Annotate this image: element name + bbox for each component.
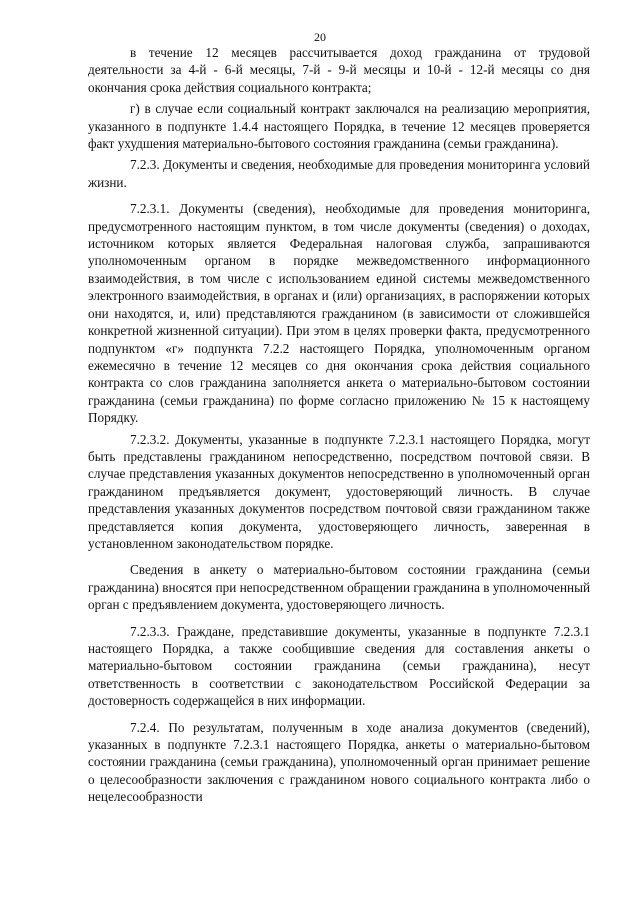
paragraph-7-2-3-3: 7.2.3.3. Граждане, представившие документы, указанные в подпункте 7.2.3.1 настоящего Порядка, а также сообщившие сведения для составления анкеты о материально-бытовом состоянии гражданина (семьи гражданина), несут ответственность в соответствии с законодательством Российской Федерации за достоверность содержащейся в них информации.	[88, 623, 590, 709]
paragraph-income-calculation: в течение 12 месяцев рассчитывается доход гражданина от трудовой деятельности за 4-й - 6-й месяцы, 7-й - 9-й месяцы и 10-й - 12-й месяцы со дня окончания срока действия социального контракта;	[88, 45, 590, 95]
paragraph-questionnaire-info: Сведения в анкету о материально-бытовом состоянии гражданина (семьи гражданина) вносятся при непосредственном обращении гражданина в уполномоченный орган с предъявлением документа, удостоверяющего личность.	[88, 562, 590, 613]
paragraph-7-2-3-1: 7.2.3.1. Документы (сведения), необходимые для проведения мониторинга, предусмотренного настоящим пунктом, в том числе документы (сведения) о доходах, источником которых является Федеральная налоговая служба, запрашиваются уполномоченным органом в порядке межведомственного информационного взаимодействия, в том числе с использованием единой системы межведомственного электронного взаимодействия, в органах и (или) организациях, в распоряжении которых они находятся, и, или) представляются гражданином (в зависимости от сложившейся конкретной жизненной ситуации). При этом в целях проверки факта, предусмотренного подпунктом «г» подпункта 7.2.2 настоящего Порядка, уполномоченным органом ежемесячно в течение 12 месяцев со дня окончания срока действия социального контракта со слов гражданина заполняется анкета о материально-бытовом состоянии гражданина (семьи гражданина) по форме согласно приложению № 15 к настоящему Порядку.	[88, 201, 590, 426]
paragraph-7-2-4: 7.2.4. По результатам, полученным в ходе анализа документов (сведений), указанных в подпункте 7.2.3.1 настоящего Порядка, анкеты о материально-бытовом состоянии гражданина (семьи гражданина), уполномоченный орган принимает решение о целесообразности заключения с гражданином нового социального контракта либо о нецелесообразности	[88, 719, 590, 805]
page-number: 20	[314, 30, 326, 44]
paragraph-7-2-3-2: 7.2.3.2. Документы, указанные в подпункте 7.2.3.1 настоящего Порядка, могут быть представлены гражданином непосредственно, посредством почтовой связи. В случае представления указанных документов непосредственно в уполномоченный орган гражданином предъявляется документ, удостоверяющий личность. В случае представления указанных документов посредством почтовой связи гражданином также представляется копия документа, удостоверяющего личность, заверенная в установленном законодательством порядке.	[88, 431, 590, 551]
paragraph-subitem-g: г) в случае если социальный контракт заключался на реализацию мероприятия, указанного в подпункте 1.4.4 настоящего Порядка, в течение 12 месяцев проверяется факт ухудшения материально-бытового состояния гражданина (семьи гражданина).	[88, 101, 590, 152]
paragraph-7-2-3: 7.2.3. Документы и сведения, необходимые для проведения мониторинга условий жизни.	[88, 157, 590, 190]
document-body	[88, 44, 590, 810]
